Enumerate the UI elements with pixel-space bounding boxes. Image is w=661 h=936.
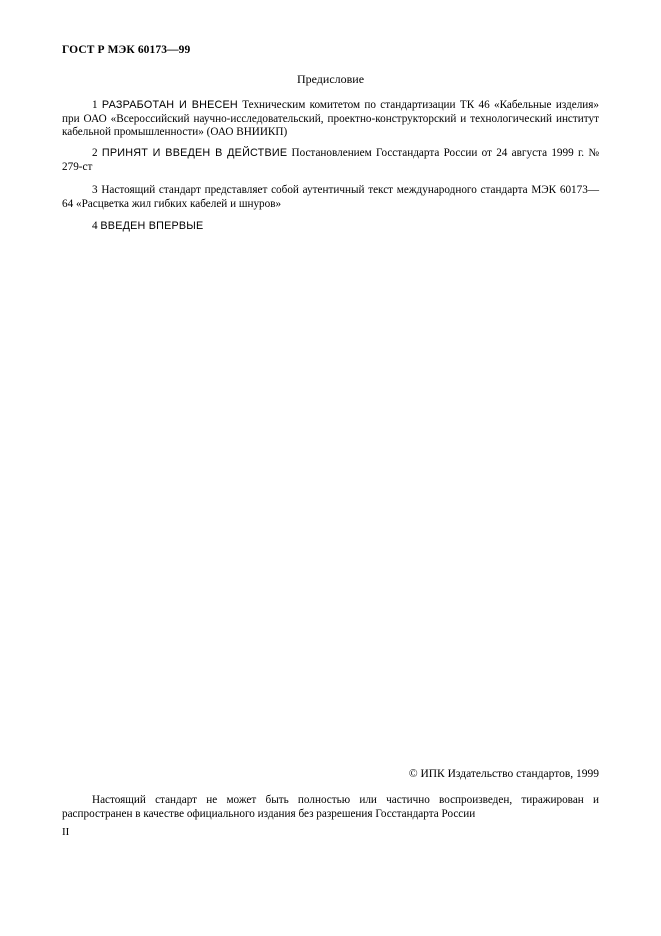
item-text: Техническим комитетом по стандартизации ТК 46 «Кабельные изделия» при ОАО «Всероссийский научно-исследовательский, проектно-конструкторский и технологический институт кабельной промышленности» (ОАО ВНИИКП) [62, 99, 600, 138]
page-number: II [62, 826, 70, 838]
item-text: Настоящий стандарт представляет собой аутентичный текст международного стандарта МЭК 60173—64 «Расцветка жил гибких кабелей и шнуров» [62, 184, 600, 210]
standard-id-header: ГОСТ Р МЭК 60173—99 [62, 44, 191, 56]
foreword-item-3 [62, 184, 599, 211]
item-text: Постановлением Госстандарта России от 24 августа 1999 г. № 279-ст [62, 147, 600, 173]
item-number: 2 [92, 147, 98, 159]
item-number: 3 [92, 184, 98, 196]
item-caps-heading: РАЗРАБОТАН И ВНЕСЕН [101, 99, 238, 111]
foreword-item-1 [62, 99, 599, 140]
item-caps-heading: ВВЕДЕН ВПЕРВЫЕ [100, 220, 204, 232]
item-caps-heading: ПРИНЯТ И ВВЕДЕН В ДЕЙСТВИЕ [101, 147, 288, 159]
foreword-item-2 [62, 147, 599, 174]
item-number: 4 [92, 220, 98, 232]
copyright-line: © ИПК Издательство стандартов, 1999 [408, 768, 599, 780]
foreword-item-4 [62, 220, 599, 234]
reproduction-notice: Настоящий стандарт не может быть полностью или частично воспроизведен, тиражирован и распространен в качестве официального издания без разрешения Госстандарта России [62, 794, 599, 820]
section-title: Предисловие [296, 72, 365, 86]
item-number: 1 [92, 99, 98, 111]
